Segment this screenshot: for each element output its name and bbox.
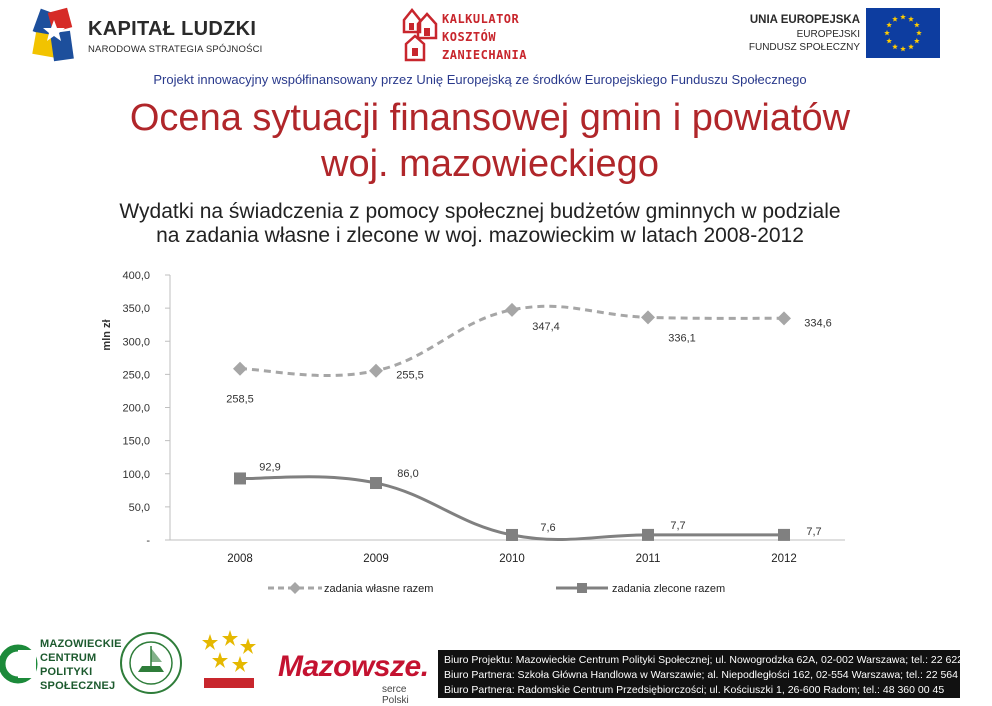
data-point-diamond bbox=[505, 303, 519, 317]
kapital-ludzki-subtitle: NARODOWA STRATEGIA SPÓJNOŚCI bbox=[88, 44, 263, 55]
mazowsze-tagline: serce Polski bbox=[382, 684, 409, 706]
y-tick-label: 200,0 bbox=[122, 402, 150, 415]
legend-marker-diamond bbox=[289, 582, 301, 594]
data-label: 258,5 bbox=[226, 393, 254, 406]
x-tick-label: 2008 bbox=[227, 553, 253, 565]
x-tick-label: 2011 bbox=[635, 553, 661, 565]
chart-title-line-1: Wydatki na świadczenia z pomocy społecznej budżetów gminnych w podziale bbox=[119, 200, 841, 223]
data-label: 7,7 bbox=[670, 519, 686, 532]
mcps-mark-icon bbox=[0, 632, 36, 696]
x-tick-label: 2009 bbox=[363, 553, 389, 565]
mcps-line-2: CENTRUM bbox=[40, 652, 97, 664]
y-tick-label: - bbox=[146, 535, 150, 547]
legend-label: zadania własne razem bbox=[324, 583, 434, 595]
eu-flag-icon bbox=[866, 8, 940, 58]
kalkulator-houses-icon bbox=[400, 6, 438, 64]
kapital-ludzki-logo bbox=[30, 6, 270, 68]
y-tick-label: 350,0 bbox=[122, 303, 150, 316]
data-point-diamond bbox=[777, 311, 791, 325]
eu-line-3: FUNDUSZ SPOŁECZNY bbox=[748, 42, 860, 53]
data-label: 336,1 bbox=[668, 332, 696, 345]
x-tick-label: 2012 bbox=[771, 553, 797, 565]
mcps-line-3: POLITYKI bbox=[40, 666, 93, 678]
data-label: 334,6 bbox=[804, 317, 832, 330]
mazowsze-wordmark: Mazowsze. bbox=[278, 650, 429, 683]
y-axis-title: mln zł bbox=[101, 319, 113, 351]
footer-line-1: Biuro Projektu: Mazowieckie Centrum Polityki Społecznej; ul. Nowogrodzka 62A, 02-002 Warszawa; tel.: 22 622 42 32 bbox=[444, 654, 992, 666]
mcps-logo bbox=[0, 632, 122, 698]
y-tick-label: 50,0 bbox=[128, 501, 150, 514]
data-label: 7,6 bbox=[540, 521, 556, 534]
footer-contact-bar bbox=[438, 650, 992, 698]
y-tick-label: 300,0 bbox=[122, 336, 150, 349]
data-point-diamond bbox=[641, 310, 655, 324]
data-point-square bbox=[778, 529, 790, 541]
kapital-ludzki-title: KAPITAŁ LUDZKI bbox=[88, 18, 257, 40]
data-point-square bbox=[506, 529, 518, 541]
y-tick-label: 400,0 bbox=[122, 270, 150, 282]
data-point-square bbox=[642, 529, 654, 541]
data-point-square bbox=[370, 477, 382, 489]
y-tick-label: 250,0 bbox=[122, 369, 150, 382]
kalkulator-line-1: KALKULATOR bbox=[442, 12, 520, 26]
legend-marker-square bbox=[577, 583, 587, 593]
eu-line-2: EUROPEJSKI bbox=[796, 29, 860, 40]
data-label: 255,5 bbox=[396, 369, 424, 382]
kalkulator-logo bbox=[400, 4, 530, 66]
kalkulator-line-3: ZANIECHANIA bbox=[442, 48, 527, 62]
rcp-stars-icon bbox=[196, 628, 262, 694]
sgh-seal-icon bbox=[118, 630, 184, 696]
chart-area bbox=[0, 260, 960, 610]
legend-label: zadania zlecone razem bbox=[612, 583, 726, 595]
data-label: 347,4 bbox=[532, 320, 560, 333]
y-tick-label: 100,0 bbox=[122, 468, 150, 481]
data-point-square bbox=[234, 472, 246, 484]
footer-line-2: Biuro Partnera: Szkoła Główna Handlowa w Warszawie; al. Niepodległości 162, 02-554 Warszawa; tel.: 22 564 93 88 bbox=[444, 669, 988, 681]
data-label: 92,9 bbox=[259, 461, 281, 474]
mazowsze-logo bbox=[272, 650, 434, 706]
y-tick-label: 150,0 bbox=[122, 435, 150, 448]
line-chart bbox=[0, 260, 960, 610]
x-tick-label: 2010 bbox=[499, 553, 525, 565]
eu-logo bbox=[740, 8, 940, 64]
page-title-line-2: woj. mazowieckiego bbox=[321, 143, 659, 185]
kapital-ludzki-star-icon bbox=[30, 6, 78, 66]
eu-line-1: UNIA EUROPEJSKA bbox=[749, 14, 860, 26]
page-title-line-1: Ocena sytuacji finansowej gmin i powiatów bbox=[129, 97, 851, 139]
mcps-line-4: SPOŁECZNEJ bbox=[40, 680, 116, 692]
data-label: 7,7 bbox=[806, 525, 822, 538]
data-point-diamond bbox=[369, 364, 383, 378]
data-label: 86,0 bbox=[397, 468, 419, 481]
chart-title-line-2: na zadania własne i zlecone w woj. mazowieckim w latach 2008-2012 bbox=[156, 224, 804, 247]
data-point-diamond bbox=[233, 362, 247, 376]
project-line: Projekt innowacyjny współfinansowany przez Unię Europejską ze środków Europejskiego Funduszu Społecznego bbox=[153, 72, 807, 87]
mcps-line-1: MAZOWIECKIE bbox=[40, 638, 122, 650]
kalkulator-line-2: KOSZTÓW bbox=[442, 30, 497, 44]
footer-line-3: Biuro Partnera: Radomskie Centrum Przedsiębiorczości; ul. Kościuszki 1, 26-600 Radom; tel.: 48 360 00 45 bbox=[444, 684, 945, 696]
